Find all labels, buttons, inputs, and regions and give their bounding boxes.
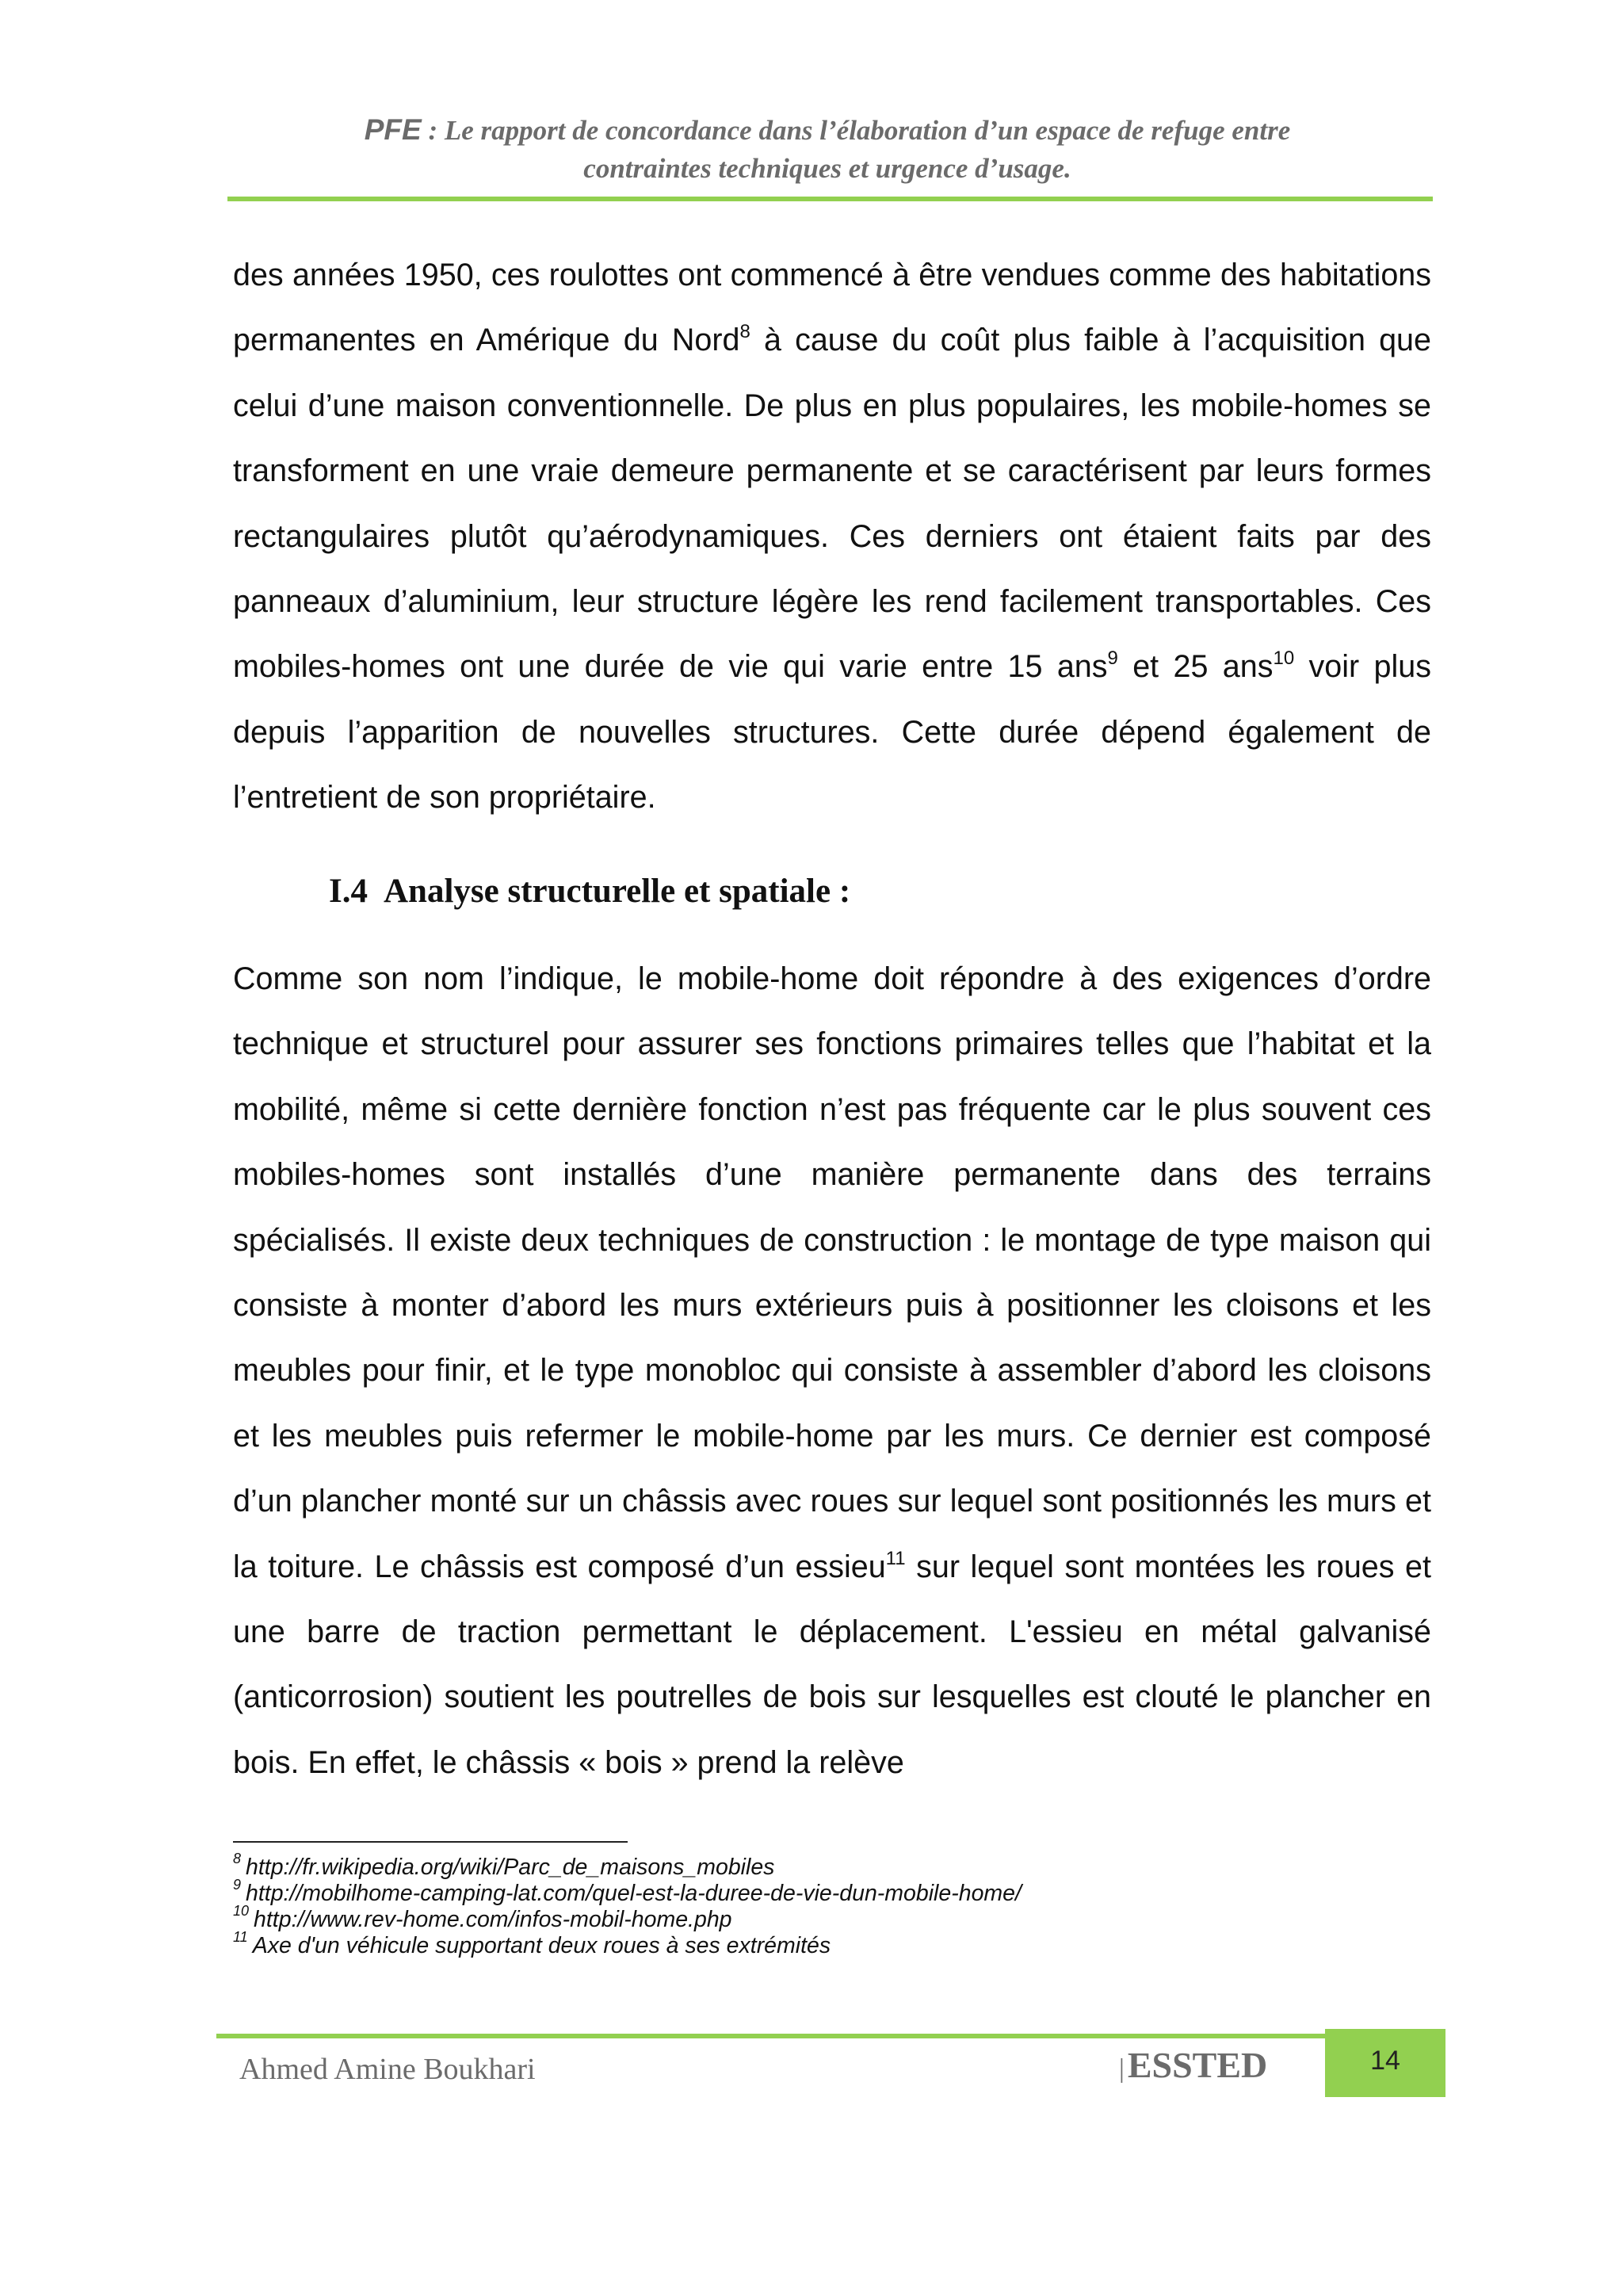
paragraph-2-text-b: sur lequel sont montées les roues et une barre de traction permettant le déplacement. L'essieu en métal galvanisé (anticorrosion) soutient les poutrelles de bois sur lesquelles est clouté le plancher en bois. En effet, le châssis « bois » prend la relève bbox=[233, 1549, 1431, 1780]
footnote-separator bbox=[233, 1841, 628, 1843]
header-title-line-1: : Le rapport de concordance dans l’élaboration d’un espace de refuge entre bbox=[421, 115, 1291, 146]
footnote-11 bbox=[233, 1928, 1422, 1959]
footnotes bbox=[233, 1850, 1422, 1959]
paragraph-1-text-b: à cause du coût plus faible à l’acquisition que celui d’une maison conventionnelle. De plus en plus populaires, les mobile-homes se transforment en une vraie demeure permanente et se caractérisent par leurs formes rectangulaires plutôt qu’aérodynamiques. Ces derniers ont étaient faits par des panneaux d’aluminium, leur structure légère les rend facilement transportables. Ces mobiles-homes ont une durée de vie qui varie entre 15 ans bbox=[233, 323, 1431, 685]
footnote-8 bbox=[233, 1850, 1422, 1881]
footnote-9 bbox=[233, 1876, 1422, 1907]
paragraph-2 bbox=[233, 946, 1431, 1795]
footer-separator: | bbox=[1119, 2054, 1125, 2084]
footnote-ref-11[interactable]: 11 bbox=[885, 1547, 906, 1569]
running-header bbox=[222, 111, 1433, 188]
footer-rule bbox=[216, 2034, 1405, 2038]
footnote-link[interactable]: http://www.rev-home.com/infos-mobil-home.php bbox=[254, 1907, 732, 1932]
section-number: I.4 bbox=[329, 873, 368, 910]
footer-author: Ahmed Amine Boukhari bbox=[239, 2053, 536, 2086]
footnote-link[interactable]: http://fr.wikipedia.org/wiki/Parc_de_maisons_mobiles bbox=[246, 1855, 775, 1880]
section-title: Analyse structurelle et spatiale : bbox=[383, 873, 851, 910]
header-line-1 bbox=[222, 111, 1433, 150]
footnote-text: Axe d'un véhicule supportant deux roues à ses extrémités bbox=[252, 1933, 831, 1958]
paragraph-1 bbox=[233, 243, 1431, 831]
page-number: 14 bbox=[1370, 2046, 1400, 2076]
section-heading bbox=[329, 868, 850, 915]
footnote-link[interactable]: http://mobilhome-camping-lat.com/quel-est-la-duree-de-vie-dun-mobile-home/ bbox=[246, 1881, 1022, 1906]
paragraph-1-text-a: des années 1950, ces roulottes ont commencé à être vendues comme des habitations permanentes en Amérique du Nord bbox=[233, 258, 1431, 358]
footnote-number: 8 bbox=[233, 1850, 242, 1866]
paragraph-1-text-d: voir plus depuis l’apparition de nouvelles structures. Cette durée dépend également de l’entretient de son propriétaire. bbox=[233, 649, 1431, 816]
footnote-number: 10 bbox=[233, 1902, 250, 1919]
footnote-ref-10[interactable]: 10 bbox=[1273, 648, 1295, 670]
paragraph-2-text-a: Comme son nom l’indique, le mobile-home doit répondre à des exigences d’ordre technique et structurel pour assurer ses fonctions primaires telles que l’habitat et la mobilité, même si cette dernière fonction n’est pas fréquente car le plus souvent ces mobiles-homes sont installés d’une manière permanente dans des terrains spécialisés. Il existe deux techniques de construction : le montage de type maison qui consiste à monter d’abord les murs extérieurs puis à positionner les cloisons et les meubles pour finir, et le type monobloc qui consiste à assembler d’abord les cloisons et les meubles puis refermer le mobile-home par les murs. Ce dernier est composé d’un plancher monté sur un châssis avec roues sur lequel sont positionnés les murs et la toiture. Le châssis est composé d’un essieu bbox=[233, 961, 1431, 1584]
footnote-10 bbox=[233, 1902, 1422, 1933]
header-pfe-label: PFE bbox=[364, 113, 422, 146]
footer-school bbox=[1119, 2043, 1267, 2092]
paragraph-1-text-c: et 25 ans bbox=[1117, 649, 1274, 685]
page-number-box bbox=[1325, 2029, 1445, 2097]
header-rule bbox=[227, 197, 1433, 201]
footnote-ref-9[interactable]: 9 bbox=[1107, 648, 1118, 670]
footnote-ref-8[interactable]: 8 bbox=[739, 321, 750, 343]
footnote-number: 9 bbox=[233, 1876, 242, 1893]
footer-school-name: ESSTED bbox=[1127, 2045, 1268, 2085]
header-title-line-2: contraintes techniques et urgence d’usage. bbox=[583, 153, 1071, 184]
footnote-number: 11 bbox=[233, 1928, 248, 1945]
